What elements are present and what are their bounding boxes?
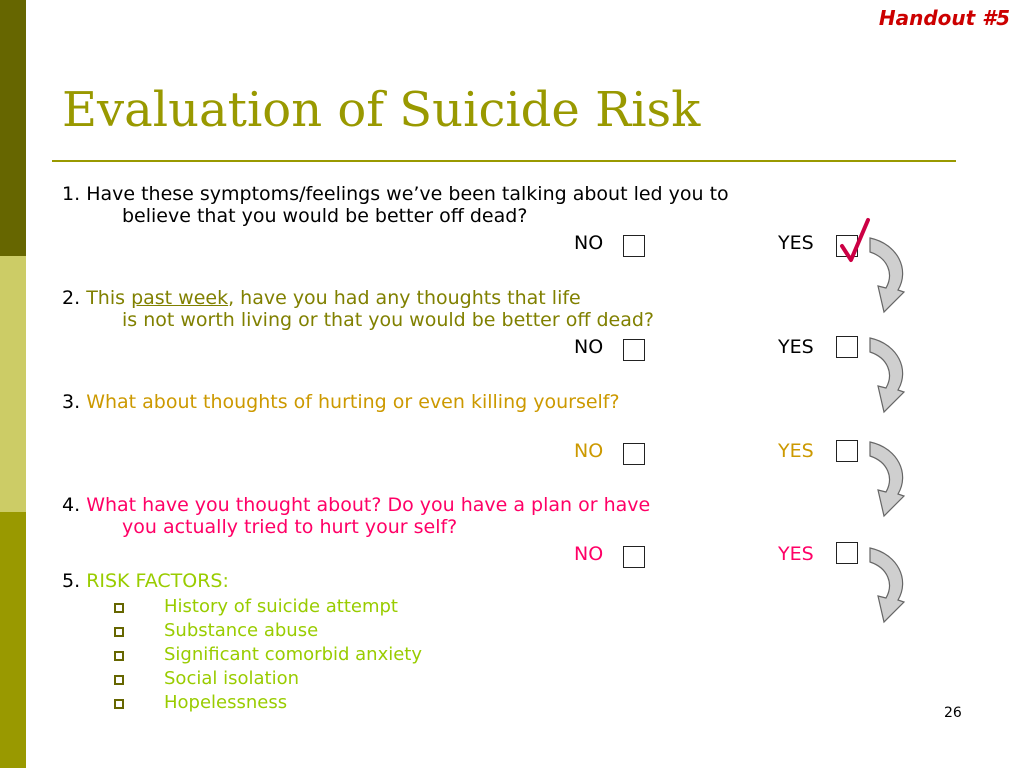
question-2-line1: 2. This past week, have you had any thoughts that life [62, 287, 581, 309]
q4-no-checkbox[interactable] [623, 546, 645, 568]
q3-no-checkbox[interactable] [623, 443, 645, 465]
risk-item: History of suicide attempt [164, 596, 398, 617]
q3-yes-checkbox[interactable] [836, 440, 858, 462]
curved-arrow-icon [868, 440, 908, 518]
question-2-line2: is not worth living or that you would be better off dead? [122, 309, 655, 331]
q2-yes-label: YES [778, 336, 814, 358]
bullet-icon [114, 627, 124, 637]
q4-yes-checkbox[interactable] [836, 542, 858, 564]
page-number: 26 [944, 705, 962, 721]
q3-no-label: NO [574, 440, 604, 462]
handout-label: Handout #5 [878, 6, 1010, 30]
bullet-icon [114, 603, 124, 613]
risk-factors-heading: 5. RISK FACTORS: [62, 570, 229, 592]
q1-yes-label: YES [778, 232, 814, 254]
bullet-icon [114, 651, 124, 661]
bullet-icon [114, 675, 124, 685]
title-divider [52, 160, 956, 162]
question-3-line1: 3. What about thoughts of hurting or even killing yourself? [62, 391, 620, 413]
side-bar-light [0, 256, 26, 512]
checkmark-icon [838, 216, 872, 268]
risk-item: Substance abuse [164, 620, 319, 641]
question-1-line2: believe that you would be better off dead? [122, 205, 528, 227]
risk-item: Significant comorbid anxiety [164, 644, 423, 665]
q2-yes-checkbox[interactable] [836, 336, 858, 358]
question-4-line1: 4. What have you thought about? Do you have a plan or have [62, 494, 651, 516]
q2-no-label: NO [574, 336, 604, 358]
q1-no-checkbox[interactable] [623, 235, 645, 257]
q1-no-label: NO [574, 232, 604, 254]
curved-arrow-icon [868, 336, 908, 414]
page-title: Evaluation of Suicide Risk [62, 82, 701, 138]
risk-item: Hopelessness [164, 692, 288, 713]
question-1-line1: 1. Have these symptoms/feelings we’ve been talking about led you to [62, 183, 729, 205]
side-bar-olive [0, 512, 26, 768]
curved-arrow-icon [868, 236, 908, 314]
risk-item: Social isolation [164, 668, 299, 689]
bullet-icon [114, 699, 124, 709]
q4-no-label: NO [574, 543, 604, 565]
q3-yes-label: YES [778, 440, 814, 462]
question-4-line2: you actually tried to hurt your self? [122, 516, 458, 538]
side-bar-dark [0, 0, 26, 256]
curved-arrow-icon [868, 546, 908, 624]
q4-yes-label: YES [778, 543, 814, 565]
q2-no-checkbox[interactable] [623, 339, 645, 361]
